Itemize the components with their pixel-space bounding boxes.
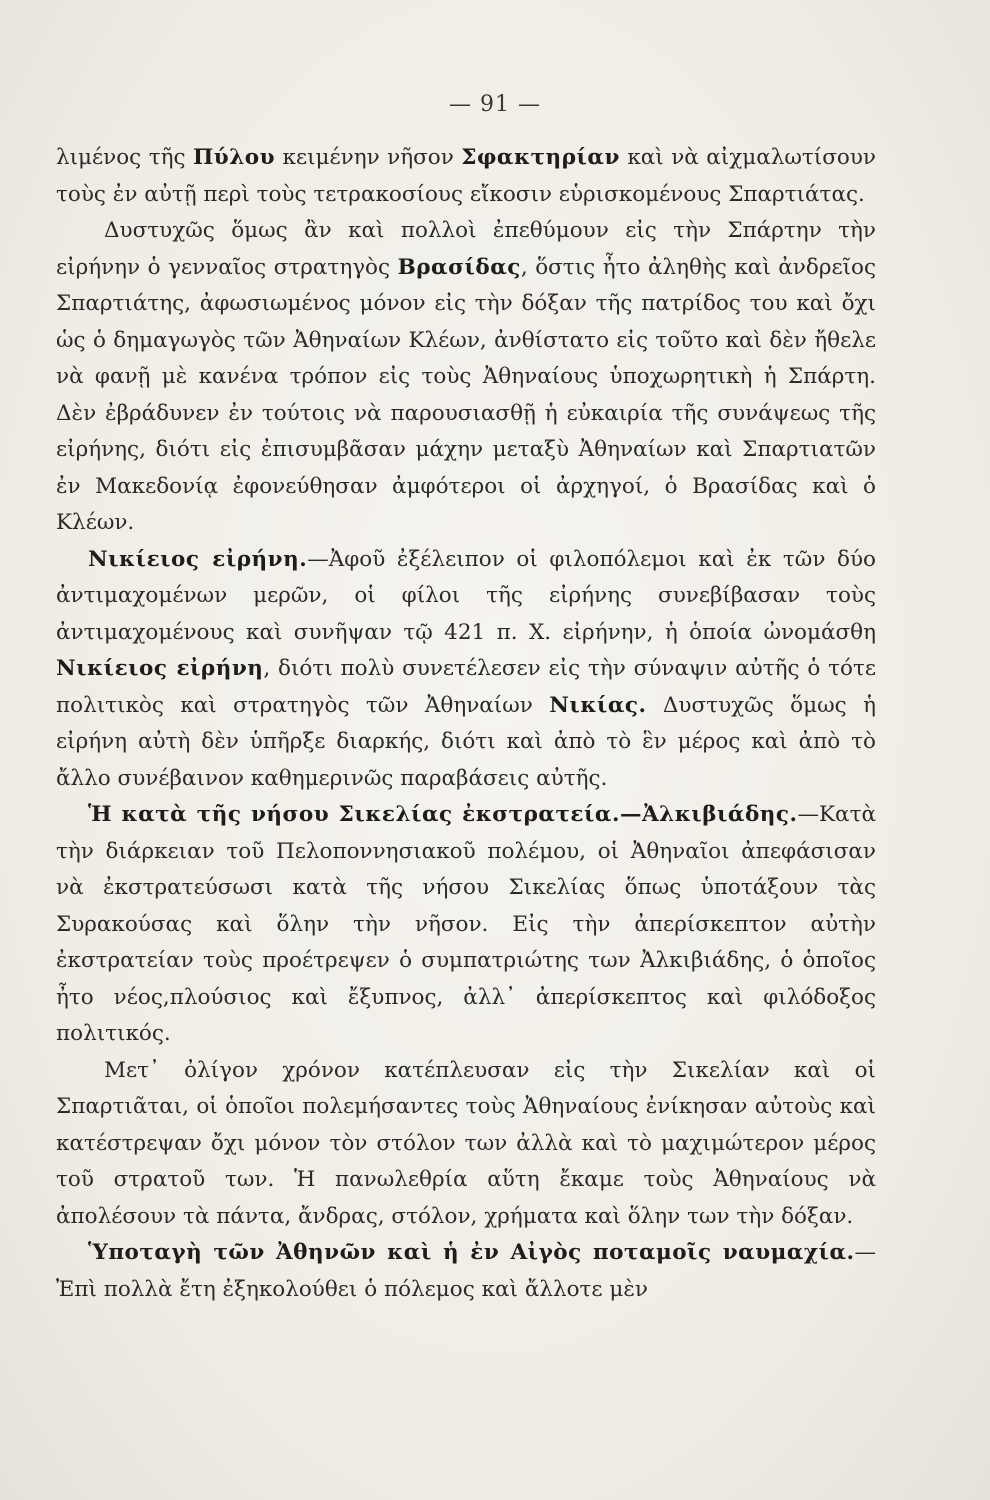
section-heading: Ἡ κατὰ τῆς νήσου Σικελίας ἐκστρατεία.—Ἀλκιβιάδης. — [88, 802, 798, 827]
text-segment: Δυστυχῶς ὅμως ἂν καὶ πολλοὶ ἐπεθύμουν εἰς τὴν Σπάρτην τὴν εἰρήνην ὁ γενναῖος στρατηγὸς — [56, 218, 876, 280]
text-segment: Δυστυχῶς ὅμως ἡ εἰρήνη αὐτὴ δὲν ὑπῆρξε διαρκής, διότι καὶ ἀπὸ τὸ ἓν μέρος καὶ ἀπὸ τὸ ἄλλο συνέβαινον καθημερινῶς παραβάσεις αὐτῆς. — [56, 692, 876, 791]
paragraph-1 — [56, 140, 876, 213]
paragraph-5 — [56, 1053, 876, 1236]
text-segment: —Ἐπὶ πολλὰ ἔτη ἐξηκολούθει ὁ πόλεμος καὶ ἄλλοτε μὲν — [56, 1240, 876, 1302]
paragraph-3 — [56, 542, 876, 798]
text-segment: καὶ νὰ αἰχμαλωτίσουν τοὺς ἐν αὐτῇ περὶ τοὺς τετρακοσίους εἴκοσιν εὑρισκομένους Σπαρτιάτας. — [56, 145, 876, 207]
bold-term: Πύλου — [193, 145, 276, 170]
bold-term: Σφακτηρίαν — [461, 145, 620, 170]
section-heading: Νικίειος εἰρήνη. — [88, 546, 308, 572]
text-segment: —Κατὰ τὴν διάρκειαν τοῦ Πελοποννησιακοῦ πολέμου, οἱ Ἀθηναῖοι ἀπεφάσισαν νὰ ἐκστρατεύσωσι κατὰ τῆς νήσου Σικελίας ὅπως ὑποτάξουν τὰς Συρακούσας καὶ ὅλην τὴν νῆσον. Εἰς τὴν ἀπερίσκεπτον αὐτὴν ἐκστρατείαν τοὺς προέτρεψεν ὁ συμπατριώτης των Ἀλκιβιάδης, ὁ ὁποῖος ἦτο νέος,πλούσιος καὶ ἔξυπνος, ἀλλ᾿ ἀπερίσκεπτος καὶ φιλόδοξος πολιτικός. — [56, 802, 876, 1046]
text-segment: , ὅστις ἦτο ἀληθὴς καὶ ἀνδρεῖος Σπαρτιάτης, ἀφωσιωμένος μόνον εἰς τὴν δόξαν τῆς πατρίδος του καὶ ὄχι ὡς ὁ δημαγωγὸς τῶν Ἀθηναίων Κλέων, ἀνθίστατο εἰς τοῦτο καὶ δὲν ἤθελε νὰ φανῇ μὲ κανένα τρόπον εἰς τοὺς Ἀθηναίους ὑποχωρητικὴ ἡ Σπάρτη. Δὲν ἐβράδυνεν ἐν τούτοις νὰ παρουσιασθῇ ἡ εὐκαιρία τῆς συνάψεως τῆς εἰρήνης, διότι εἰς ἐπισυμβᾶσαν μάχην μεταξὺ Ἀθηναίων καὶ Σπαρτιατῶν ἐν Μακεδονίᾳ ἐφονεύθησαν ἀμφότεροι οἱ ἀρχηγοί, ὁ Βρασίδας καὶ ὁ Κλέων. — [56, 254, 877, 535]
page-number: — 91 — — [449, 92, 541, 117]
bold-term: Νικίας. — [549, 692, 647, 718]
text-segment: , διότι πολὺ συνετέλεσεν εἰς τὴν σύναψιν αὐτῆς ὁ τότε πολιτικὸς καὶ στρατηγὸς τῶν Ἀθηναίων — [56, 656, 877, 718]
paragraph-4 — [56, 797, 876, 1053]
bold-term: Βρασίδας — [397, 254, 521, 280]
text-segment: κειμένην νῆσον — [275, 145, 462, 170]
paragraph-2 — [56, 213, 876, 542]
bold-term: Νικίειος εἰρήνη — [56, 656, 264, 681]
text-segment: λιμένος τῆς — [56, 145, 193, 170]
body-text — [56, 140, 876, 1308]
paragraph-6 — [56, 1235, 876, 1308]
text-segment: —Ἀφοῦ ἐξέλειπον οἱ φιλοπόλεμοι καὶ ἐκ τῶν δύο ἀντιμαχομένων μερῶν, οἱ φίλοι τῆς εἰρήνης συνεβίβασαν τοὺς ἀντιμαχομένους καὶ συνῆψαν τῷ 421 π. Χ. εἰρήνην, ἡ ὁποία ὠνομάσθη — [56, 546, 876, 645]
section-heading: Ὑποταγὴ τῶν Ἀθηνῶν καὶ ἡ ἐν Αἰγὸς ποταμοῖς ναυμαχία. — [88, 1240, 855, 1265]
text-segment: Μετ᾿ ὀλίγον χρόνον κατέπλευσαν εἰς τὴν Σικελίαν καὶ οἱ Σπαρτιᾶται, οἱ ὁποῖοι πολεμήσαντες τοὺς Ἀθηναίους ἐνίκησαν αὐτοὺς καὶ κατέστρεψαν ὄχι μόνον τὸν στόλον των ἀλλὰ καὶ τὸ μαχιμώτερον μέρος τοῦ στρατοῦ των. Ἡ πανωλεθρία αὕτη ἔκαμε τοὺς Ἀθηναίους νὰ ἀπολέσουν τὰ πάντα, ἄνδρας, στόλον, χρήματα καὶ ὅλην των τὴν δόξαν. — [56, 1057, 876, 1229]
